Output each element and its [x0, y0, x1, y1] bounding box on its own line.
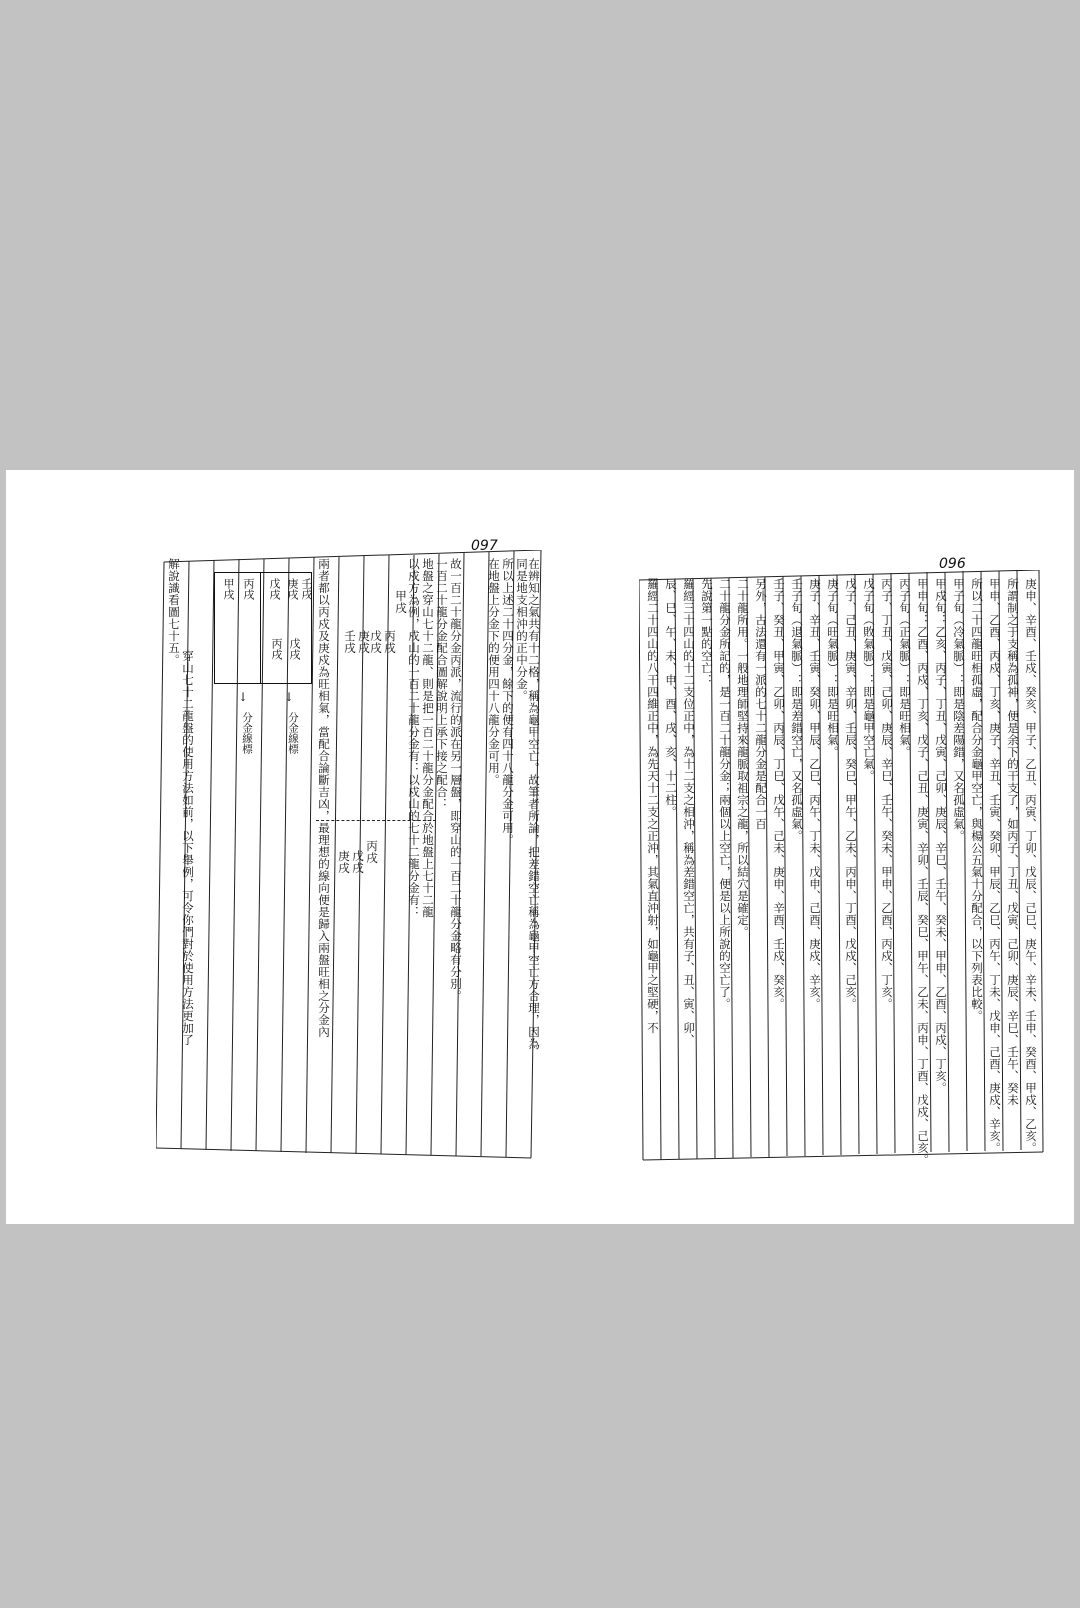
diagram-label: 分金線標	[241, 712, 253, 754]
text-column: 甲子旬（冷氣脈）：即是陰差陽錯，又名孤虛氣。	[952, 578, 966, 842]
text-column: 壬子、癸丑、甲寅、乙卯、丙辰、丁巳、戊午、己未、庚申、辛酉、壬戍、癸亥。	[772, 578, 786, 1010]
text-column: 甲戌	[394, 590, 408, 614]
arrow-down-icon: ↓	[238, 690, 249, 704]
text-column: 二十龍分金所記的，是一百二十龍分金；兩個以上空亡，便是以上所說的空亡了。	[718, 578, 732, 1010]
arrow-down-icon: ↓	[284, 690, 295, 704]
text-column: 庚申、辛酉、壬戍、癸亥、甲子、乙丑、丙寅、丁卯、戊辰、己巳、庚午、辛未、壬申、癸酉、甲戍、乙亥。	[1024, 578, 1038, 1154]
text-column: 地盤之穿山七十二龍、則是把一百二十龍分金配合於地盤上七十二龍	[421, 558, 435, 918]
text-column: 二十龍所用。一般地理師堅持來龍脈取祖宗之龍，所以結穴是確定。	[736, 578, 750, 938]
diagram-label: 分金線標	[287, 712, 299, 754]
text-column: 丙子、丁丑、戊寅、己卯、庚辰、辛巳、壬午、癸未、甲申、乙酉、丙戍、丁亥。	[880, 578, 894, 1010]
text-column: 先說第一點的空亡：	[700, 578, 714, 686]
diagram-row: 庚戌	[286, 578, 299, 600]
text-column: 庚戌	[357, 630, 371, 654]
text-column: 庚子旬（旺氣脈）：即是旺相氣。	[826, 578, 840, 758]
text-column: 穿山七十二龍盤的使用方法如前，以下舉例，可令你們對於使用方法更加了	[181, 650, 195, 1046]
text-column: 戊戌	[351, 850, 365, 874]
text-column: 丙子旬（正氣脈）：即是旺相氣。	[898, 578, 912, 758]
diagram-sub-row: 戊戌	[288, 638, 301, 660]
text-column: 以戍方為例，戍山的一百二十龍分金有：以戍山的七十二龍分金有：	[407, 558, 421, 918]
page-number: 096	[939, 556, 966, 572]
text-column: 庚戌	[337, 850, 351, 874]
diagram-sub-row: 丙戌	[270, 638, 283, 660]
text-column: 壬戌	[343, 630, 357, 654]
text-column: 甲申、乙酉、丙戍、丁亥、庚子、辛丑、壬寅、癸卯、甲辰、乙巳、丙午、丁未、戊申、己酉、庚戍、辛亥。	[988, 578, 1002, 1154]
diagram-row: 戊戌	[268, 578, 281, 600]
text-column: 一百二十龍分金配合圖解說明上承下接之配合：	[435, 558, 449, 810]
text-column: 所謂制之于支稱為孤神，便是余下的干支了，如丙子、丁丑、戊寅、己卯、庚辰、辛巳、壬午、癸未	[1006, 578, 1020, 1106]
diagram-row: 丙戌	[242, 578, 255, 600]
text-column: 壬子旬（退氣脈）：即是差錯空亡，又名孤虛氣。	[790, 578, 804, 842]
text-column: 戊子、己丑、庚寅、辛卯、壬辰、癸巳、甲午、乙未、丙申、丁酉、戊戍、己亥。	[844, 578, 858, 1010]
text-column: 甲戍旬：乙亥、丙子、丁丑、戊寅、己卯、庚辰、辛巳、壬午、癸未、甲申、乙酉、丙戍、丁亥。	[934, 578, 948, 1094]
text-column: 甲申旬：乙酉、丙戍、丁亥、戊子、己丑、庚寅、辛卯、壬辰、癸巳、甲午、乙未、丙申、丁酉、戊戍、己亥。	[916, 578, 930, 1166]
text-column: 所以二十四龍旺相孤虛，配合分金龜甲空亡，與楊公五氣十分配合，以下列表比較。	[970, 578, 984, 1022]
text-column: 庚子、辛丑、壬寅、癸卯、甲辰、乙巳、丙午、丁未、戊申、己酉、庚戍、辛亥。	[808, 578, 822, 1010]
page-number: 097	[471, 538, 498, 554]
right-page	[639, 556, 1049, 1170]
text-column: 解說識看圖七十五。	[167, 558, 181, 666]
text-column: 兩者都以丙戍及庚戍為旺相氣，當配合論斷吉凶，最理想的線向便是歸入兩盤旺相之分金內	[317, 558, 331, 1038]
scanned-spread	[6, 470, 1074, 1224]
left-page	[156, 538, 551, 1162]
text-column: 羅經三十四山的十二支位正中，為十二支之相沖，稱為差錯空亡，共有子、丑、寅、卯、	[682, 578, 696, 1046]
text-column: 辰、巳、午、未、申、酉、戌、亥、十二柱。	[664, 578, 678, 818]
dashed-connector	[316, 820, 436, 821]
text-column: 戊戌	[369, 630, 383, 654]
text-column: 另外，古法還有一派的七十二龍分金是配合一百	[754, 578, 768, 830]
diagram-row: 甲戌	[222, 578, 235, 600]
text-column: 故一百二十龍分金丙派，流行的派在另一層盤，即穿山的一百二十龍分金略有分別。	[449, 558, 463, 1002]
text-column: 丙戌	[383, 630, 397, 654]
text-column: 羅經二十四山的八干四維正中，為先天十二支之正沖，其氣直沖射，如龜甲之堅硬，不	[646, 578, 660, 1034]
text-column: 同是地支相沖的正中分金。	[515, 558, 529, 702]
diagram-row: 壬戌	[300, 578, 313, 600]
text-column: 戊子旬（敗氣脈）：即是龜甲空亡氣。	[862, 578, 876, 782]
text-column: 所以上述二十四分金，餘下的便有四十八龍分金可用。	[501, 558, 515, 846]
text-column: 在辨知之氣共有十二格，稱為龜甲空亡。故筆者所論，把差錯空亡稱為龜甲空亡方合理，因為	[527, 558, 541, 1050]
text-column: 在地盤上分金下的便用四十八龍分金可用。	[487, 558, 501, 786]
text-column: 丙戌	[365, 840, 379, 864]
